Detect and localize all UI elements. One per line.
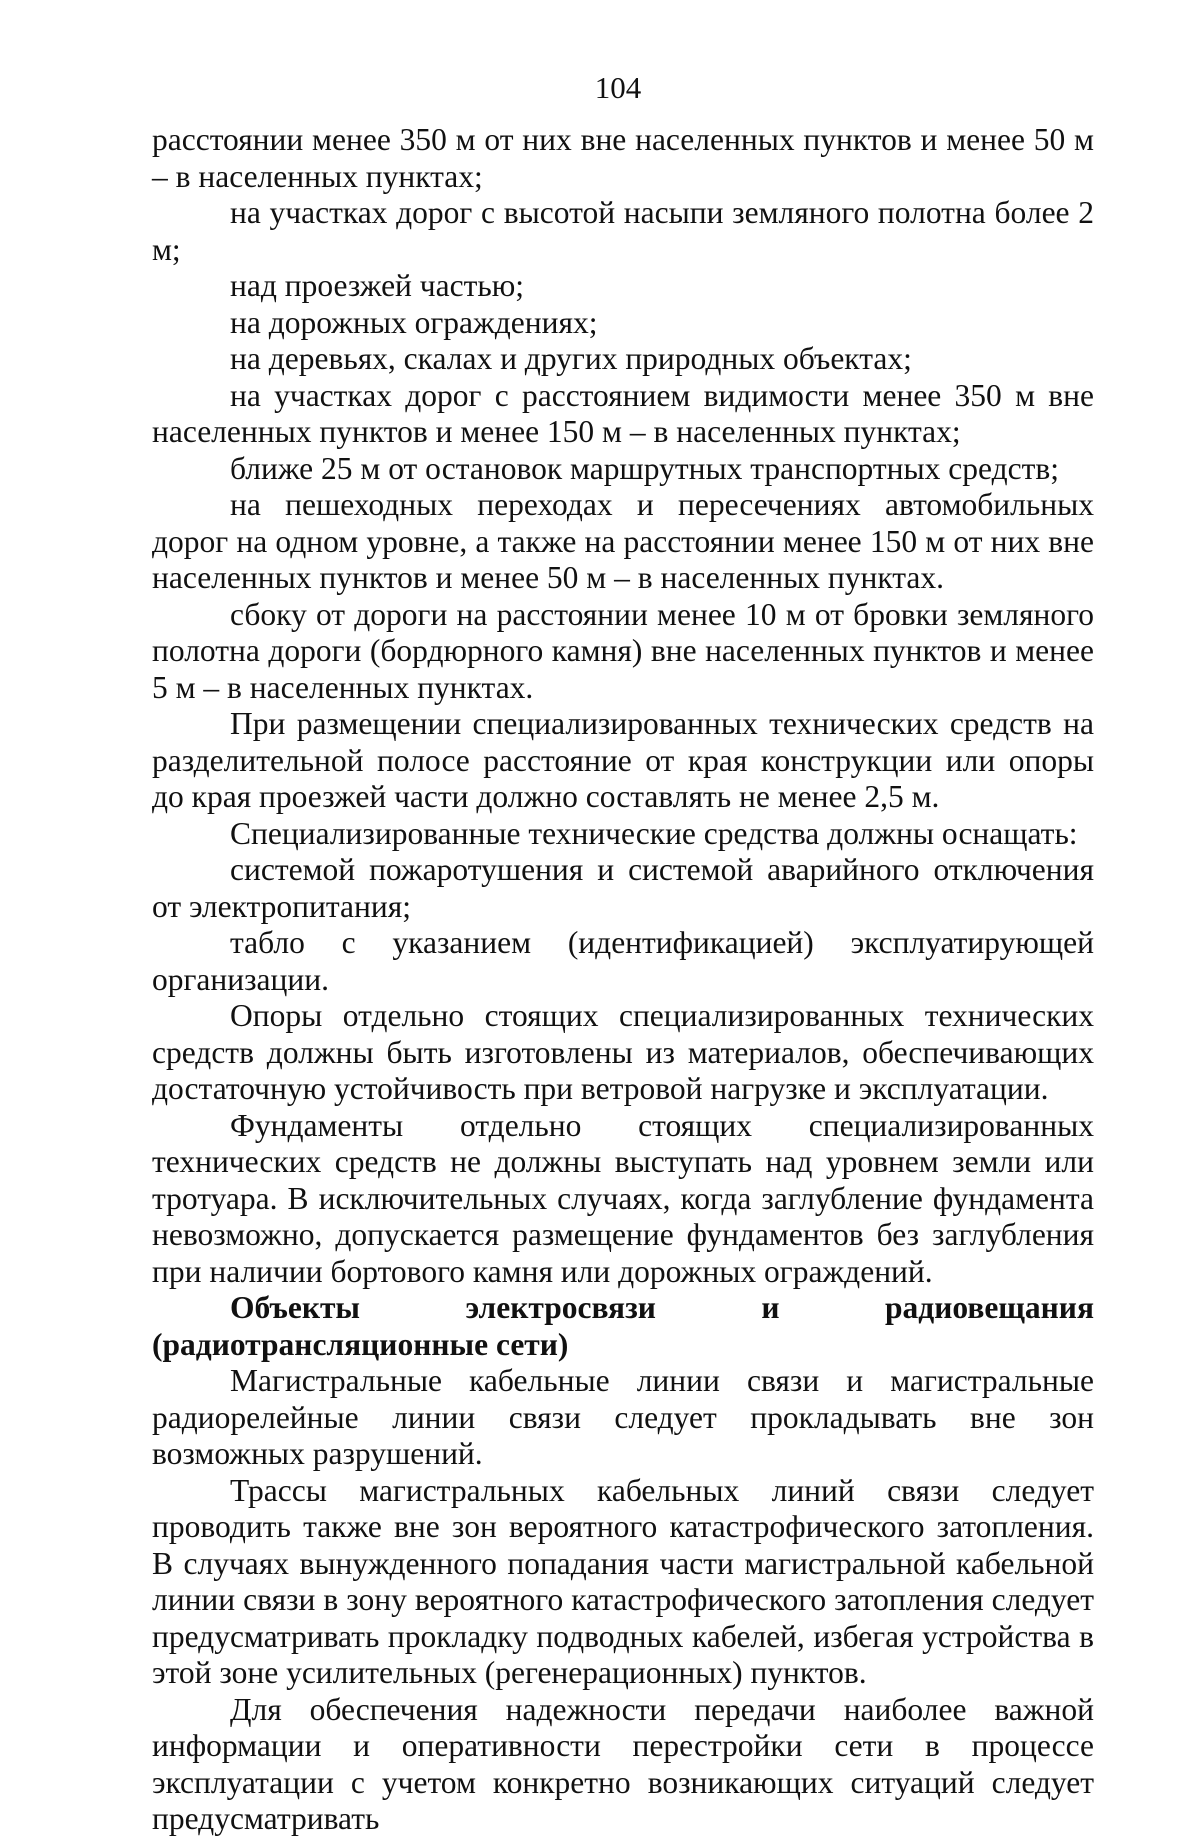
paragraph: табло с указанием (идентификацией) эксплуатирующей организации. xyxy=(152,925,1094,997)
paragraph: на пешеходных переходах и пересечениях автомобильных дорог на одном уровне, а также на расстоянии менее 150 м от них вне населенных пунктов и менее 50 м – в населенных пунктах. xyxy=(152,487,1094,595)
paragraph: на дорожных ограждениях; xyxy=(230,304,598,340)
paragraph: сбоку от дороги на расстоянии менее 10 м от бровки земляного полотна дороги (бордюрного камня) вне населенных пунктов и менее 5 м – в населенных пунктах. xyxy=(152,596,1094,705)
paragraph: Магистральные кабельные линии связи и магистральные радиорелейные линии связи следует прокладывать вне зон возможных разрушений. xyxy=(152,1363,1094,1471)
paragraph: на участках дорог с высотой насыпи земляного полотна более 2 м; xyxy=(152,195,1094,267)
paragraph: При размещении специализированных технических средств на разделительной полосе расстояние от края конструкции или опоры до края проезжей части должно составлять не менее 2,5 м. xyxy=(152,706,1094,814)
paragraph: расстоянии менее 350 м от них вне населенных пунктов и менее 50 м – в населенных пунктах; xyxy=(152,122,1094,194)
paragraph: Опоры отдельно стоящих специализированных технических средств должны быть изготовлены из материалов, обеспечивающих достаточную устойчивость при ветровой нагрузке и эксплуатации. xyxy=(152,998,1094,1106)
paragraph: на участках дорог с расстоянием видимости менее 350 м вне населенных пунктов и менее 150 м – в населенных пунктах; xyxy=(152,377,1094,449)
page-body xyxy=(152,122,1094,1838)
paragraph: Трассы магистральных кабельных линий связи следует проводить также вне зон вероятного катастрофического затопления. В случаях вынужденного попадания части магистральной кабельной линии связи в зону вероятного катастрофического затопления следует предусматривать прокладку подводных кабелей, избегая устройства в этой зоне усилительных (регенерационных) пунктов. xyxy=(152,1472,1094,1690)
paragraph: над проезжей частью; xyxy=(230,268,525,303)
paragraph: ближе 25 м от остановок маршрутных транспортных средств; xyxy=(230,450,1059,486)
paragraph: системой пожаротушения и системой аварийного отключения от электропитания; xyxy=(152,852,1094,924)
paragraph: на деревьях, скалах и других природных объектах; xyxy=(230,341,912,376)
paragraph: Для обеспечения надежности передачи наиболее важной информации и оперативности перестройки сети в процессе эксплуатации с учетом конкретно возникающих ситуаций следует предусматривать xyxy=(152,1691,1094,1836)
paragraph: Фундаменты отдельно стоящих специализированных технических средств не должны выступать над уровнем земли или тротуара. В исключительных случаях, когда заглубление фундамента невозможно, допускается размещение фундаментов без заглубления при наличии бортового камня или дорожных ограждений. xyxy=(152,1107,1094,1289)
section-heading: Объекты электросвязи и радиовещания (радиотрансляционные сети) xyxy=(152,1290,1094,1362)
paragraph: Специализированные технические средства должны оснащать: xyxy=(230,815,1078,851)
page-number: 104 xyxy=(594,70,642,105)
